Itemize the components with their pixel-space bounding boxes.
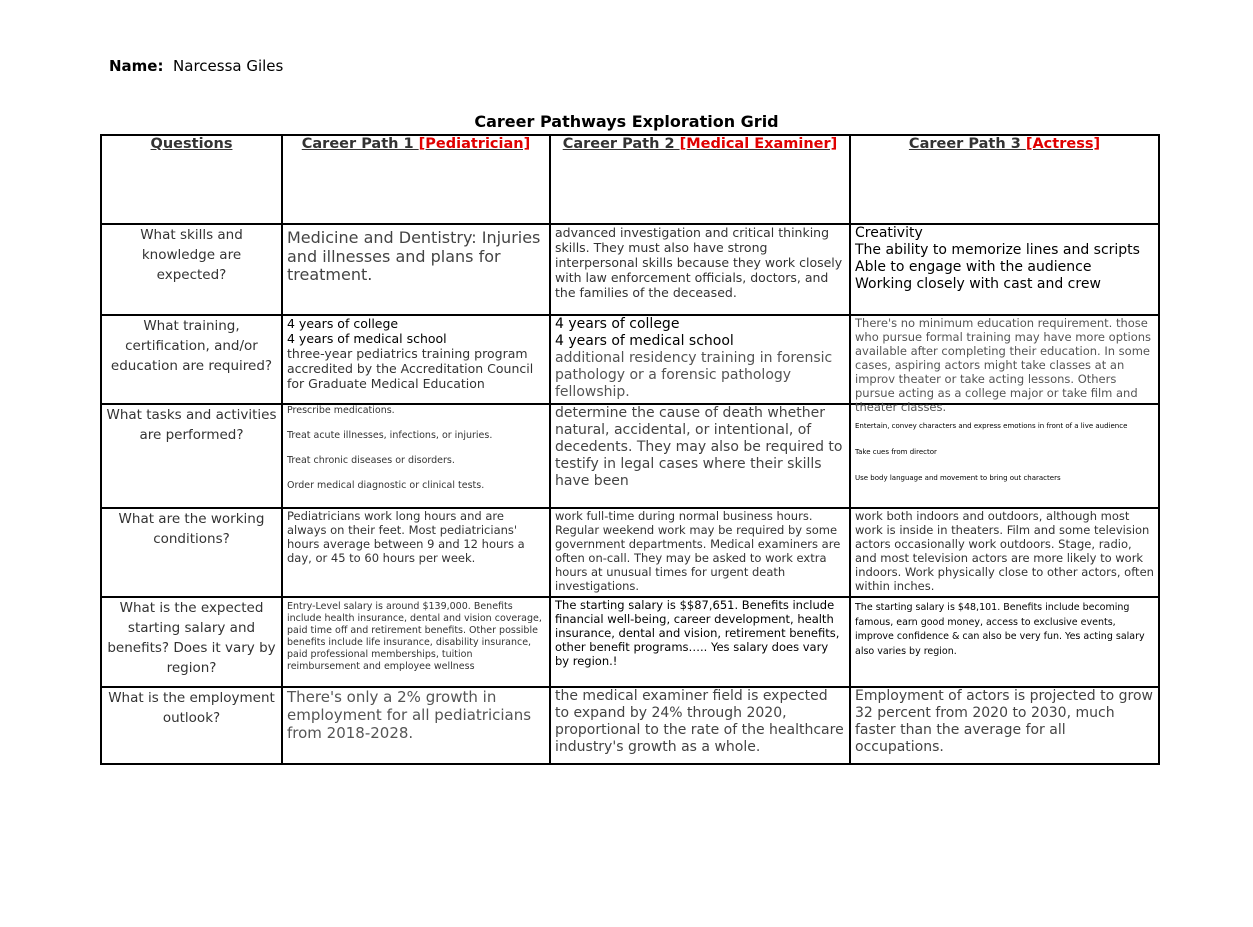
skill-item: The ability to memorize lines and scripts	[855, 242, 1140, 258]
skills-path-1: Medicine and Dentistry: Injuries and illnesses and plans for treatment.	[282, 224, 550, 315]
training-path-2	[550, 315, 850, 404]
career-path-3-header: Career Path 3 [Actress]	[850, 135, 1159, 224]
question-outlook: What is the employment outlook?	[101, 687, 282, 764]
task-item: Order medical diagnostic or clinical tests.	[287, 480, 485, 491]
task-item: Treat acute illnesses, infections, or injuries.	[287, 430, 493, 441]
tasks-path-1	[282, 404, 550, 508]
outlook-path-1: There's only a 2% growth in employment for all pediatricians from 2018-2028.	[282, 687, 550, 764]
skill-item: Creativity	[855, 225, 923, 241]
career-path-2-header: Career Path 2 [Medical Examiner]	[550, 135, 850, 224]
question-training: What training, certification, and/or education are required?	[101, 315, 282, 404]
question-skills: What skills and knowledge are expected?	[101, 224, 282, 315]
training-item: 4 years of medical school	[287, 331, 447, 346]
training-item: 4 years of college	[287, 316, 399, 331]
training-item: 4 years of college	[555, 316, 680, 332]
training-path-3: There's no minimum education requirement. those who pursue formal training may have more options available after completing their education. In some cases, aspiring actors might take classes at an improv theater or take acting lessons. Others pursue acting as a college major or take film and theater classes.	[850, 315, 1159, 404]
skills-path-2: advanced investigation and critical thinking skills. They must also have strong interpersonal skills because they work closely with law enforcement officials, doctors, and the families of the deceased.	[550, 224, 850, 315]
training-path-1	[282, 315, 550, 404]
question-salary: What is the expected starting salary and benefits? Does it vary by region?	[101, 597, 282, 687]
student-name-line	[109, 57, 283, 75]
career-path-1-header: Career Path 1 [Pediatrician]	[282, 135, 550, 224]
name-label: Name:	[109, 57, 164, 75]
table-row	[101, 597, 1159, 687]
header-row	[101, 135, 1159, 224]
salary-path-3: The starting salary is $48,101. Benefits include becoming famous, earn good money, access to exclusive events, improve confidence & can also be very fun. Yes acting salary also varies by region.	[850, 597, 1159, 687]
task-item: Use body language and movement to bring out characters	[855, 474, 1061, 482]
conditions-path-3: work both indoors and outdoors, although most work is inside in theaters. Film and some television actors occasionally work outdoors. Stage, radio, and most television actors are more likely to work indoors. Work physically close to other actors, often within inches.	[850, 508, 1159, 597]
task-item: Take cues from director	[855, 448, 937, 456]
conditions-path-2: work full-time during normal business hours. Regular weekend work may be required by some government departments. Medical examiners are often on-call. They may be asked to work extra hours at unusual times for urgent death investigations.	[550, 508, 850, 597]
questions-header: Questions	[101, 135, 282, 224]
outlook-path-2: the medical examiner field is expected to expand by 24% through 2020, proportional to the rate of the healthcare industry's growth as a whole.	[550, 687, 850, 764]
salary-path-1: Entry-Level salary is around $139,000. Benefits include health insurance, dental and vision coverage, paid time off and retirement benefits. Other possible benefits include life insurance, disability insurance, paid professional memberships, tuition reimbursement and employee wellness	[282, 597, 550, 687]
outlook-path-3: Employment of actors is projected to grow 32 percent from 2020 to 2030, much faster than the average for all occupations.	[850, 687, 1159, 764]
skills-path-3	[850, 224, 1159, 315]
question-conditions: What are the working conditions?	[101, 508, 282, 597]
career-grid-table	[100, 134, 1160, 765]
training-item: additional residency training in forensic pathology or a forensic pathology fellowship.	[555, 350, 833, 400]
salary-path-2: The starting salary is $$87,651. Benefits include financial well-being, career development, health insurance, dental and vision, retirement benefits, other benefit programs….. Yes salary does vary by region.!	[550, 597, 850, 687]
name-value: Narcessa Giles	[173, 57, 284, 75]
question-tasks: What tasks and activities are performed?	[101, 404, 282, 508]
table-row	[101, 687, 1159, 764]
table-row	[101, 224, 1159, 315]
tasks-path-2: determine the cause of death whether natural, accidental, or intentional, of decedents. They may also be required to testify in legal cases where their skills have been	[550, 404, 850, 508]
task-item: Prescribe medications.	[287, 405, 395, 416]
task-item: Treat chronic diseases or disorders.	[287, 455, 455, 466]
table-row	[101, 315, 1159, 404]
training-item: 4 years of medical school	[555, 333, 734, 349]
conditions-path-1: Pediatricians work long hours and are always on their feet. Most pediatricians' hours average between 9 and 12 hours a day, or 45 to 60 hours per week.	[282, 508, 550, 597]
task-item: Entertain, convey characters and express emotions in front of a live audience	[855, 422, 1128, 430]
document-title: Career Pathways Exploration Grid	[474, 112, 779, 131]
skill-item: Working closely with cast and crew	[855, 276, 1101, 292]
skill-item: Able to engage with the audience	[855, 259, 1092, 275]
tasks-path-3	[850, 404, 1159, 508]
table-row	[101, 508, 1159, 597]
training-item: three-year pediatrics training program accredited by the Accreditation Council for Graduate Medical Education	[287, 346, 534, 391]
table-row	[101, 404, 1159, 508]
